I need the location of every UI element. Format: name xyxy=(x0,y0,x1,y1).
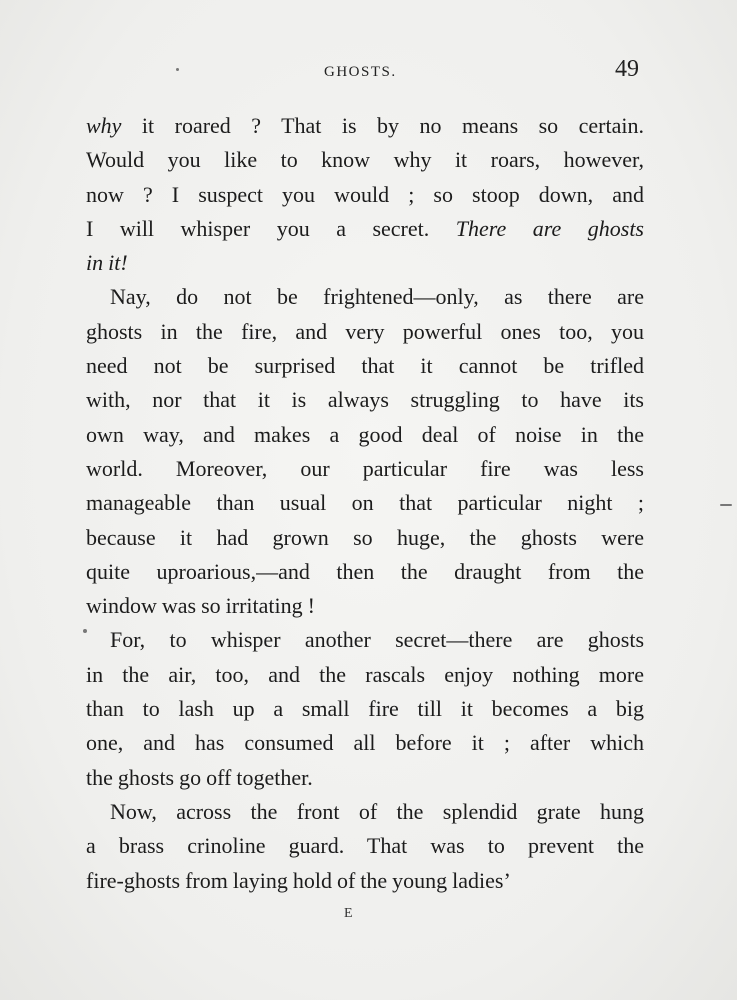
text-run: than to lash up a small fire till it becomes a big xyxy=(86,696,644,722)
text-line xyxy=(86,246,644,280)
text-line xyxy=(86,555,644,589)
text-line xyxy=(86,726,644,760)
text-line xyxy=(86,658,644,692)
text-line xyxy=(86,212,644,246)
text-run: it roared ? That is by no means so certain. xyxy=(121,113,644,138)
text-line xyxy=(86,829,644,863)
text-line xyxy=(86,795,644,829)
paragraph xyxy=(86,623,644,794)
paper-speck xyxy=(176,68,179,71)
running-title: GHOSTS. xyxy=(324,64,397,80)
text-run: I will whisper you a secret. xyxy=(86,215,456,241)
text-run: one, and has consumed all before it ; after which xyxy=(86,730,644,756)
text-line xyxy=(86,143,644,177)
text-line xyxy=(86,692,644,726)
text-run: with, nor that it is always struggling to have its xyxy=(86,387,644,413)
text-run: window was so irritating ! xyxy=(86,593,315,619)
paragraph xyxy=(86,109,644,280)
paper-speck xyxy=(720,504,732,506)
text-line xyxy=(86,280,644,314)
paragraph xyxy=(86,795,644,898)
body-text xyxy=(86,109,644,898)
text-run: a brass crinoline guard. That was to prevent the xyxy=(86,833,644,859)
text-line xyxy=(86,178,644,212)
text-run: quite uproarious,—and then the draught from the xyxy=(86,558,644,584)
text-line xyxy=(86,761,644,795)
text-run: Nay, do not be frightened—only, as there are xyxy=(110,284,644,310)
text-run: own way, and makes a good deal of noise in the xyxy=(86,421,644,447)
page-number: 49 xyxy=(615,56,639,82)
text-line xyxy=(86,383,644,417)
text-run: Now, across the front of the splendid grate hung xyxy=(110,798,644,824)
text-line xyxy=(86,623,644,657)
text-run: manageable than usual on that particular night ; xyxy=(86,490,644,516)
text-run: the ghosts go off together. xyxy=(86,764,313,790)
running-head xyxy=(0,56,737,100)
paper-speck xyxy=(83,629,87,633)
text-line xyxy=(86,315,644,349)
text-line xyxy=(86,349,644,383)
text-line xyxy=(86,109,644,143)
text-line xyxy=(86,418,644,452)
text-line xyxy=(86,452,644,486)
text-run: in the air, too, and the rascals enjoy nothing more xyxy=(86,661,644,687)
italic-text: There are ghosts xyxy=(455,215,644,241)
text-run: need not be surprised that it cannot be trifled xyxy=(86,353,644,379)
text-run: fire-ghosts from laying hold of the young ladies’ xyxy=(86,867,511,893)
text-run: because it had grown so huge, the ghosts were xyxy=(86,524,644,550)
signature-mark: E xyxy=(344,906,354,921)
text-run: Would you like to know why it roars, however, xyxy=(86,147,644,173)
text-line xyxy=(86,589,644,623)
text-run: now ? I suspect you would ; so stoop down, and xyxy=(86,181,644,207)
text-run: ghosts in the fire, and very powerful ones too, you xyxy=(86,318,644,344)
text-line xyxy=(86,486,644,520)
text-run: world. Moreover, our particular fire was less xyxy=(86,455,644,481)
text-line xyxy=(86,521,644,555)
italic-text: in it! xyxy=(86,250,128,276)
text-run: For, to whisper another secret—there are ghosts xyxy=(110,627,644,653)
italic-text: why xyxy=(86,113,122,138)
text-line xyxy=(86,864,644,898)
paragraph xyxy=(86,280,644,623)
